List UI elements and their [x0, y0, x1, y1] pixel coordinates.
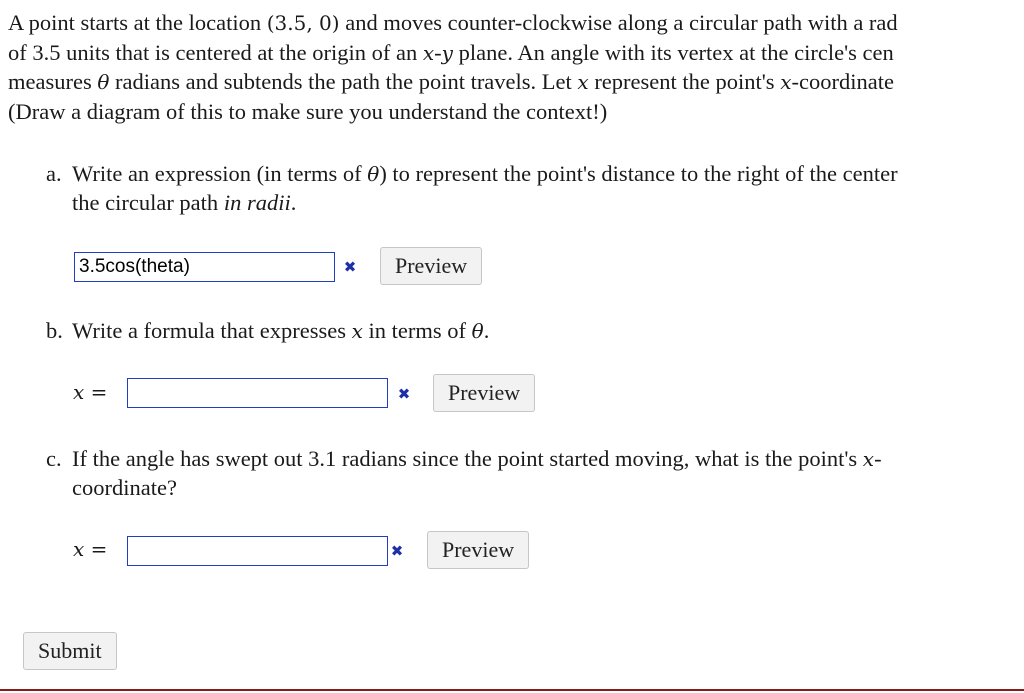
part-b-equation-label: [73, 380, 107, 404]
math-var-x: x: [577, 70, 589, 94]
equals-sign: =: [90, 380, 108, 404]
problem-text: A point starts at the location: [8, 10, 267, 35]
incorrect-x-icon: ✖: [397, 385, 411, 403]
part-c-answer-input[interactable]: [127, 536, 388, 566]
question-text: Write a formula that expresses: [72, 318, 352, 343]
math-var-theta: θ: [367, 162, 380, 186]
question-text: the circular path: [72, 190, 224, 215]
problem-text: represent the point's: [588, 69, 781, 94]
problem-text: and moves counter-clockwise along a circular path with a rad: [339, 10, 898, 35]
equals-sign: =: [90, 537, 108, 561]
part-b-answer-input[interactable]: [127, 378, 388, 408]
incorrect-x-icon: ✖: [343, 258, 357, 276]
problem-line-1: [8, 8, 1024, 38]
math-var-x: x: [780, 70, 792, 94]
problem-text: radians and subtends the path the point travels. Let: [109, 69, 578, 94]
question-text: .: [483, 318, 490, 343]
incorrect-x-icon: ✖: [390, 542, 404, 560]
problem-line-4: (Draw a diagram of this to make sure you understand the context!): [8, 98, 608, 124]
math-var-theta: θ: [97, 70, 110, 94]
part-b-preview-button[interactable]: Preview: [433, 374, 535, 412]
part-b-question: [72, 316, 489, 347]
problem-text: measures: [8, 69, 98, 94]
math-var-x: x: [422, 40, 435, 65]
problem-line-3: [8, 67, 1024, 97]
part-a-answer-input[interactable]: [74, 252, 335, 282]
question-text: Write an expression (in terms of: [72, 161, 368, 186]
part-c-preview-button[interactable]: Preview: [427, 531, 529, 569]
problem-line-2: [8, 38, 1024, 68]
math-var-x: x: [73, 380, 85, 404]
problem-text: -: [434, 39, 442, 65]
part-c-question-line-1: [72, 444, 882, 475]
question-text: -: [874, 446, 882, 471]
problem-statement: [8, 8, 1024, 126]
start-location-math: (3.5, 0): [266, 11, 340, 35]
math-var-x: x: [73, 537, 85, 561]
question-text: If the angle has swept out 3.1 radians since the point started moving, what is the point's: [72, 446, 863, 471]
problem-text: of 3.5 units that is centered at the origin of an: [8, 39, 423, 65]
problem-text: -coordinate: [791, 69, 894, 94]
part-a-question-line-2: [72, 188, 296, 218]
part-a-label: a.: [46, 161, 62, 186]
question-emphasis: in radii: [223, 190, 291, 215]
question-text: ) to represent the point's distance to the right of the center: [379, 161, 898, 186]
math-var-x: x: [862, 447, 875, 471]
part-a-question-line-1: [72, 159, 898, 190]
submit-button[interactable]: Submit: [23, 632, 117, 670]
math-var-y: y: [441, 40, 453, 65]
math-var-x: x: [351, 319, 363, 343]
question-text: in terms of: [362, 318, 472, 343]
bottom-divider: [0, 689, 1024, 691]
question-text: .: [290, 190, 297, 215]
part-b-label: b.: [46, 318, 63, 343]
math-var-theta: θ: [471, 319, 484, 343]
part-a-preview-button[interactable]: Preview: [380, 247, 482, 285]
part-c-question-line-2: coordinate?: [72, 475, 177, 500]
part-c-equation-label: [73, 537, 107, 561]
problem-text: plane. An angle with its vertex at the circle's cen: [452, 39, 894, 65]
part-c-label: c.: [46, 446, 62, 471]
